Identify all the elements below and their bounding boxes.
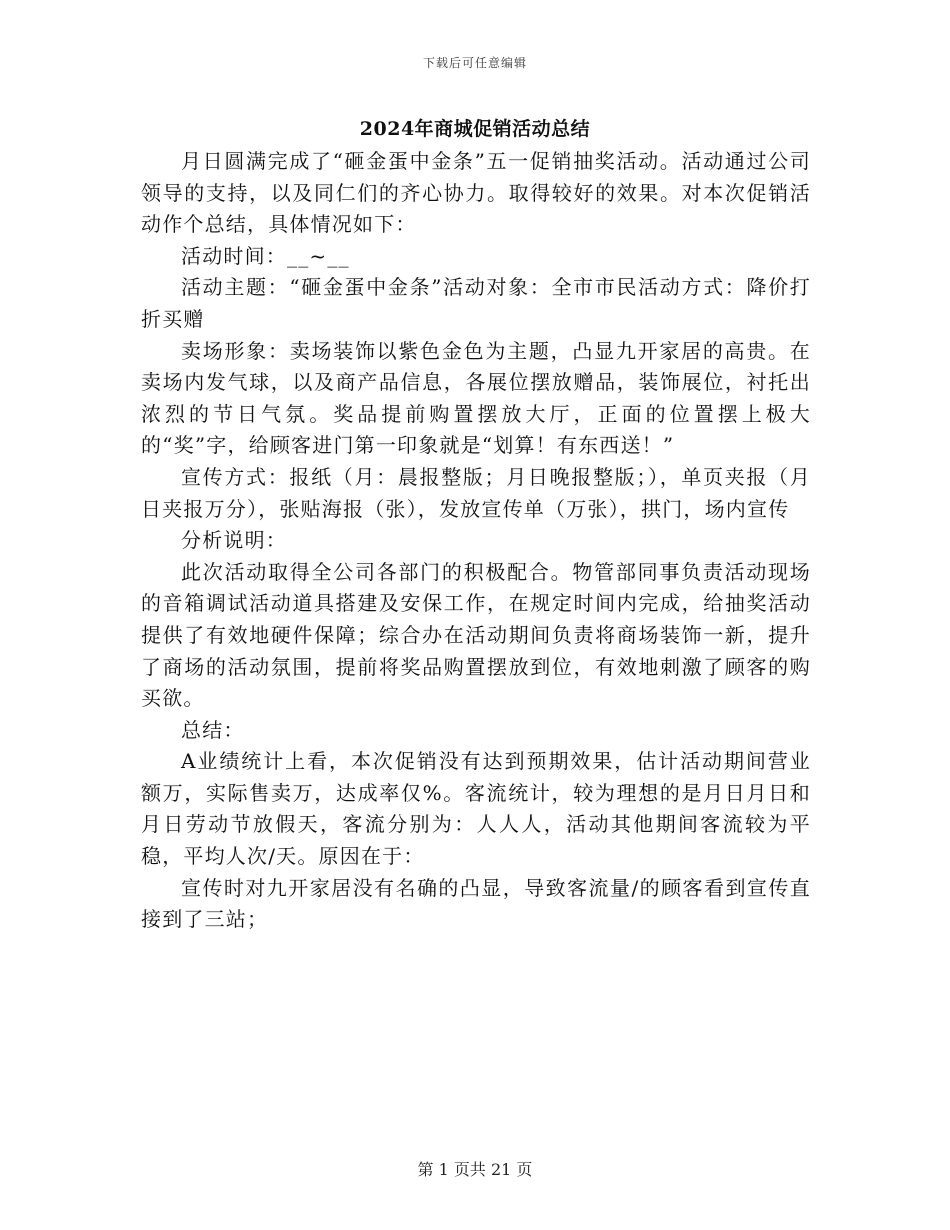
paragraph-summary-heading: 总结： xyxy=(181,717,245,742)
paragraph-analysis: 此次活动取得全公司各部门的积极配合。物管部同事负责活动现场的音箱调试活动道具搭建及安保工作，在规定时间内完成，给抽奖活动提供了有效地硬件保障；综合办在活动期间负责将商场装饰一新，提升了商场的活动氛围，提前将奖品购置摆放到位，有效地刺激了顾客的购买欲。 xyxy=(141,559,811,711)
document-title: 2024年商城促销活动总结 xyxy=(359,118,591,140)
paragraph-activity-time: 活动时间：__~__ xyxy=(181,243,350,268)
paragraph-summary-stats: A业绩统计上看，本次促销没有达到预期效果，估计活动期间营业额万，实际售卖万，达成率仅%。客流统计，较为理想的是月日月日和月日劳动节放假天，客流分别为：人人人，活动其他期间客流较为平稳，平均人次/天。原因在于： xyxy=(141,749,811,869)
paragraph-analysis-heading: 分析说明： xyxy=(181,528,287,553)
page-header-note: 下载后可任意编辑 xyxy=(422,56,527,70)
paragraph-store-image: 卖场形象：卖场装饰以紫色金色为主题，凸显九开家居的高贵。在卖场内发气球，以及商产品信息，各展位摆放赠品，装饰展位，衬托出浓烈的节日气氛。奖品提前购置摆放大厅，正面的位置摆上极大的“奖”字，给顾客进门第一印象就是“划算！有东西送！” xyxy=(141,338,811,458)
page-number: 第 1 页共 21 页 xyxy=(417,1160,533,1179)
paragraph-intro: 月日圆满完成了“砸金蛋中金条”五一促销抽奖活动。活动通过公司领导的支持，以及同仁们的齐心协力。取得较好的效果。对本次促销活动作个总结，具体情况如下： xyxy=(141,149,811,237)
paragraph-activity-theme: 活动主题：“砸金蛋中金条”活动对象：全市市民活动方式：降价打折买赠 xyxy=(141,275,811,331)
paragraph-publicity: 宣传方式：报纸（月：晨报整版；月日晚报整版；），单页夹报（月日夹报万分），张贴海报（张），发放宣传单（万张），拱门，场内宣传 xyxy=(141,464,811,521)
paragraph-reason: 宣传时对九开家居没有名确的凸显，导致客流量/的顾客看到宣传直接到了三站； xyxy=(141,875,811,932)
document-body xyxy=(141,146,811,936)
